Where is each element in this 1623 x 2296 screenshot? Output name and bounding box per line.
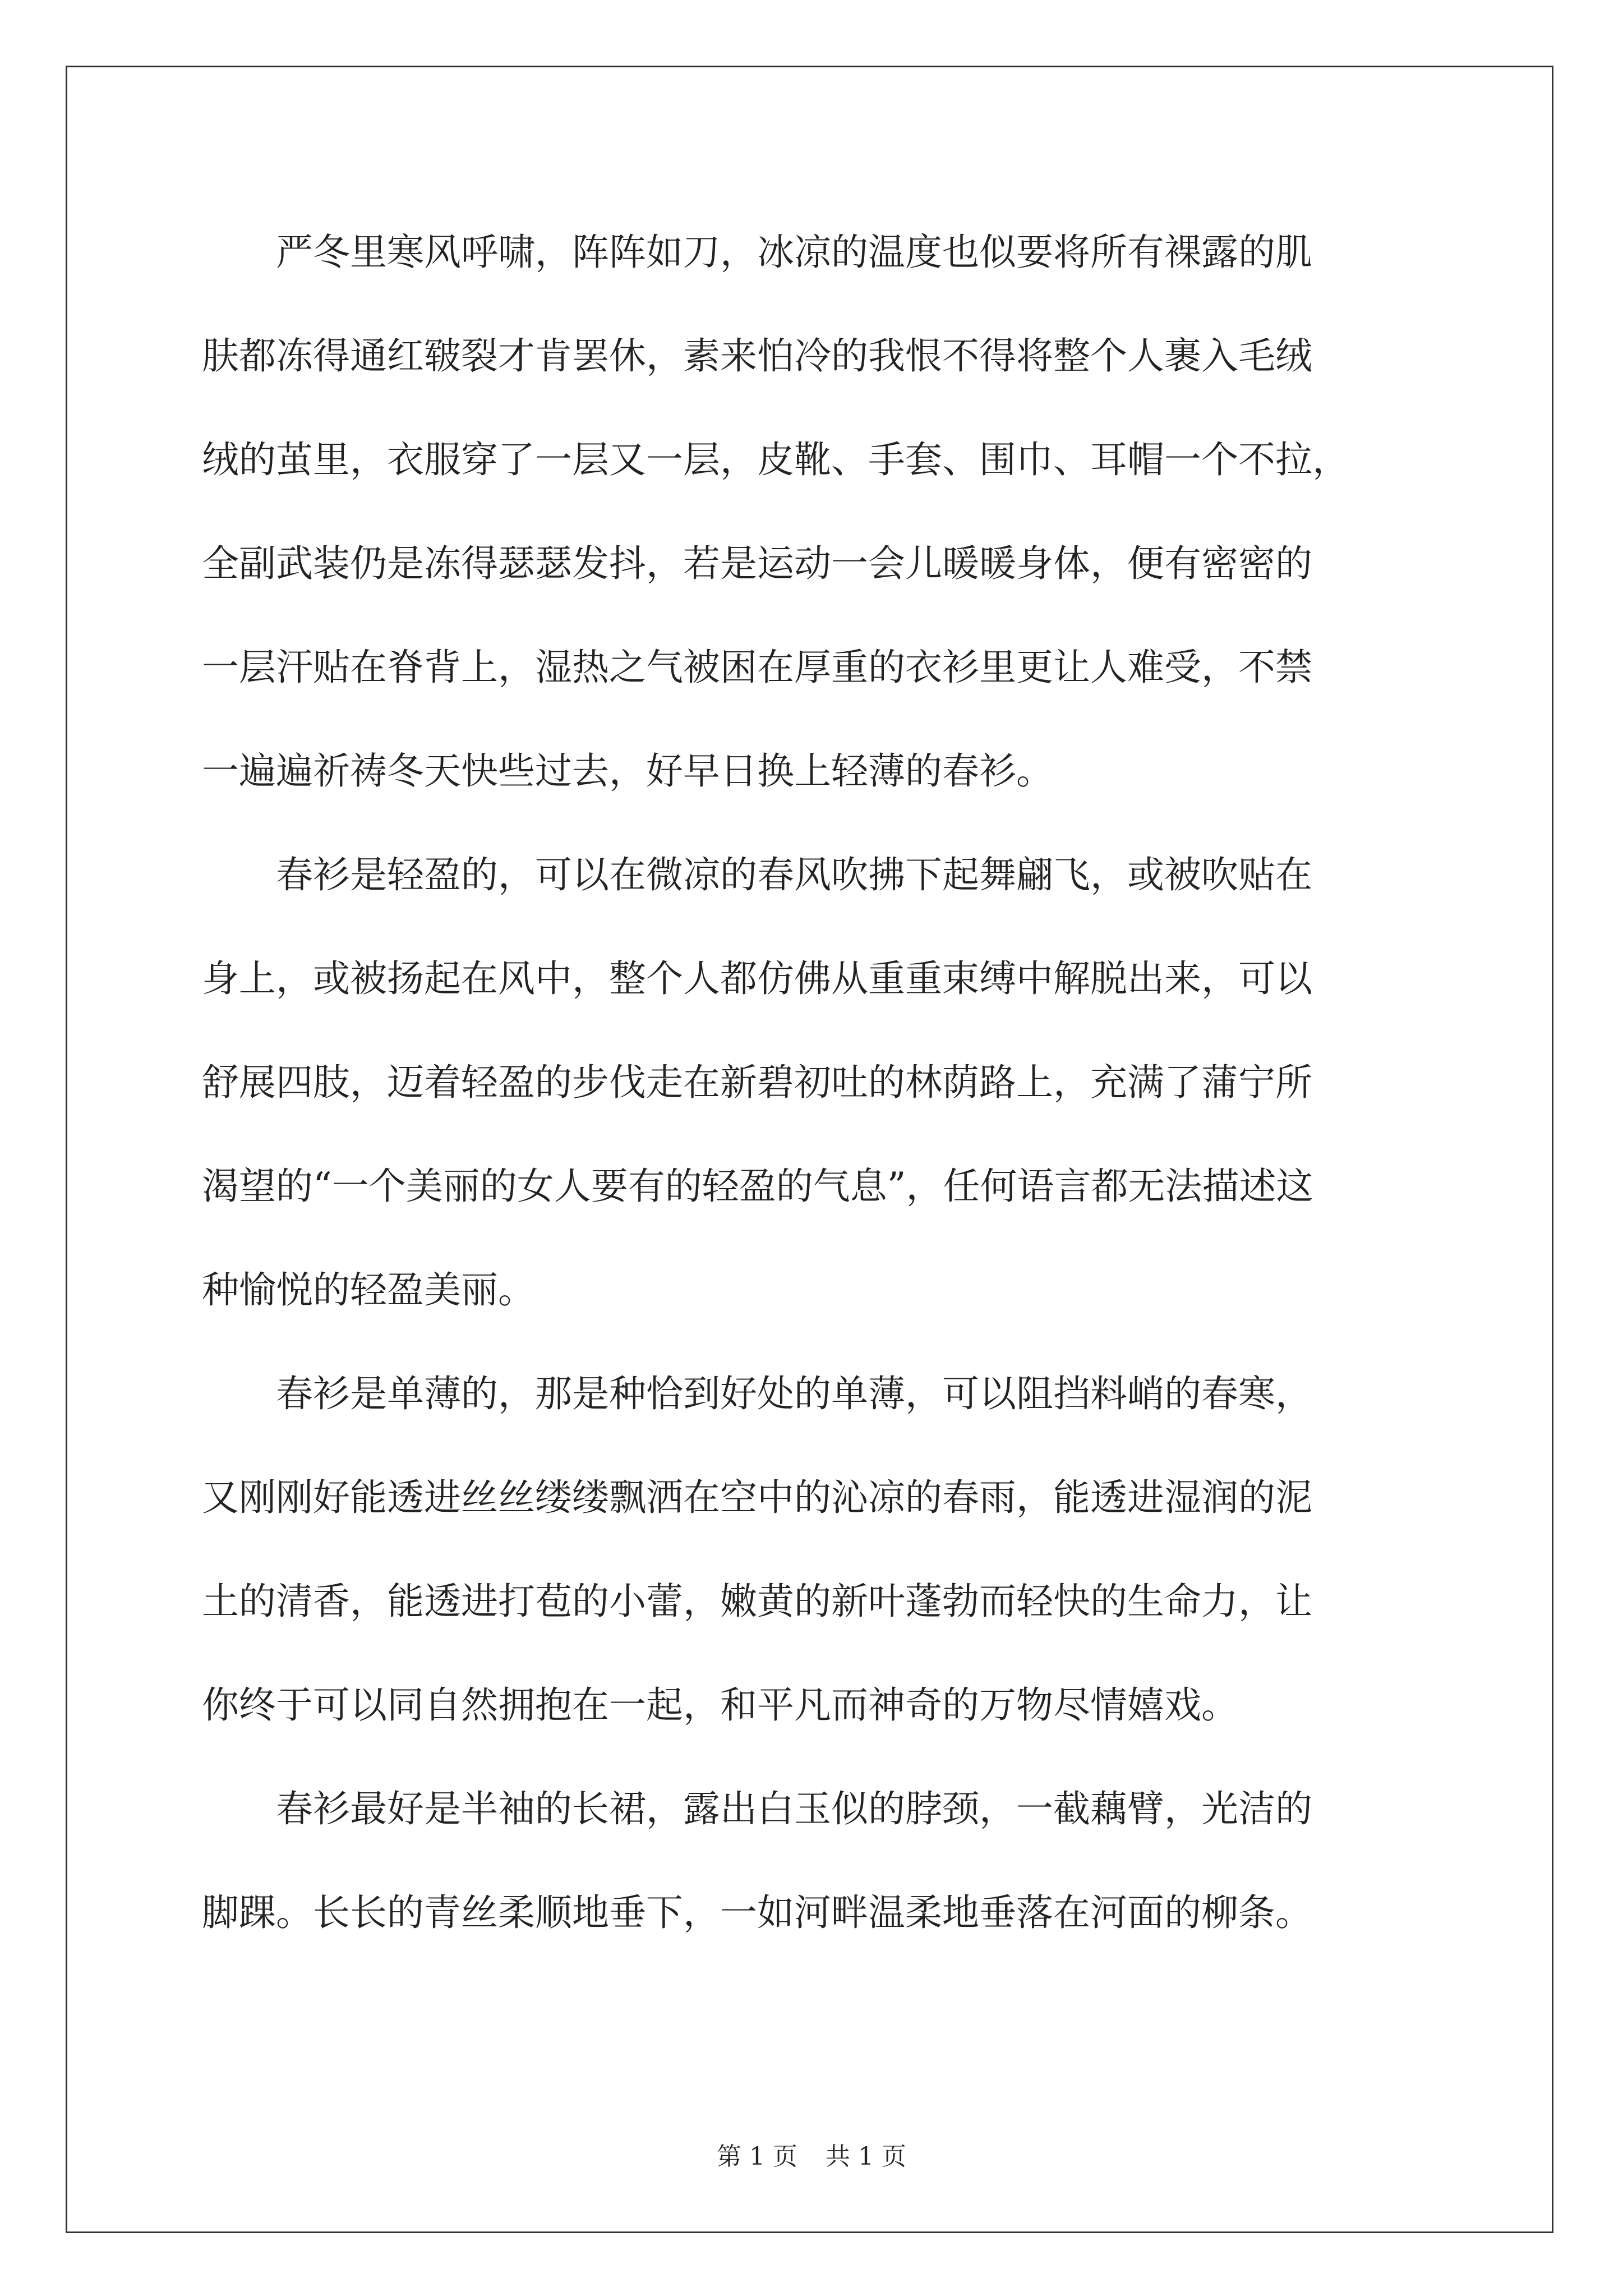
text-line: 渴望的“一个美丽的女人要有的轻盈的气息”，任何语言都无法描述这 (202, 1165, 1313, 1208)
text-line: 肤都冻得通红皲裂才肯罢休，素来怕冷的我恨不得将整个人裹入毛绒 (202, 334, 1312, 378)
text-line: 舒展四肢，迈着轻盈的步伐走在新碧初吐的林荫路上，充满了蒲宁所 (202, 1061, 1312, 1104)
page-number: 第 1 页 (717, 2142, 797, 2171)
text-line: 脚踝。长长的青丝柔顺地垂下，一如河畔温柔地垂落在河面的柳条。 (202, 1891, 1312, 1934)
page-footer (0, 2140, 1623, 2174)
text-line: 种愉悦的轻盈美丽。 (202, 1268, 535, 1312)
text-line: 春衫是单薄的，那是种恰到好处的单薄，可以阻挡料峭的春寒， (202, 1372, 1312, 1415)
page-total: 共 1 页 (826, 2142, 906, 2171)
text-line: 春衫最好是半袖的长裙，露出白玉似的脖颈，一截藕臂，光洁的 (202, 1787, 1312, 1830)
text-line: 全副武装仍是冻得瑟瑟发抖，若是运动一会儿暖暖身体，便有密密的 (202, 542, 1312, 585)
text-line: 严冬里寒风呼啸，阵阵如刀，冰凉的温度也似要将所有裸露的肌 (202, 231, 1312, 274)
text-line: 绒的茧里，衣服穿了一层又一层，皮靴、手套、围巾、耳帽一个不拉， (202, 438, 1349, 481)
text-line: 土的清香，能透进打苞的小蕾，嫩黄的新叶蓬勃而轻快的生命力，让 (202, 1580, 1312, 1623)
text-line: 一遍遍祈祷冬天快些过去，好早日换上轻薄的春衫。 (202, 749, 1053, 793)
text-line: 一层汗贴在脊背上，湿热之气被困在厚重的衣衫里更让人难受，不禁 (202, 646, 1312, 689)
text-line: 身上，或被扬起在风中，整个人都仿佛从重重束缚中解脱出来，可以 (202, 957, 1312, 1000)
text-line: 你终于可以同自然拥抱在一起，和平凡而神奇的万物尽情嬉戏。 (202, 1683, 1238, 1727)
text-line: 春衫是轻盈的，可以在微凉的春风吹拂下起舞翩飞，或被吹贴在 (202, 853, 1312, 896)
text-line: 又刚刚好能透进丝丝缕缕飘洒在空中的沁凉的春雨，能透进湿润的泥 (202, 1476, 1312, 1519)
